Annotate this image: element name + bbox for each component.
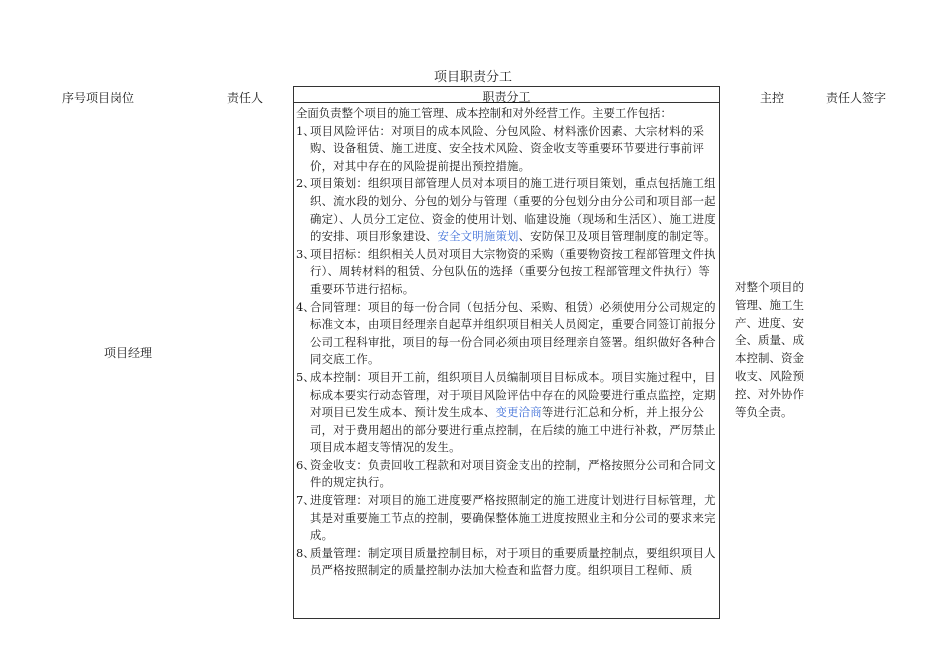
duty-item-number: 7、 xyxy=(296,493,315,508)
duty-item xyxy=(296,457,718,492)
duty-item-number: 1、 xyxy=(296,123,315,138)
header-signature: 责任人签字 xyxy=(826,91,887,105)
duty-text-segment: 成本控制：项目开工前，组织项目人员编制项目目标成本。项目实施过程中，目标成本要实行动态管理，对于项目风险评估中存在的风险要进行重点监控，定期对项目已发生成本、预计发生成本、 xyxy=(310,369,716,420)
role-project-manager: 项目经理 xyxy=(104,346,153,360)
duty-item-text xyxy=(310,246,718,299)
duty-item-text xyxy=(310,123,718,176)
duty-item-number: 8、 xyxy=(296,545,315,560)
duties-intro: 全面负责整个项目的施工管理、成本控制和对外经营工作。主要工作包括： xyxy=(296,106,672,120)
duty-item xyxy=(296,123,718,176)
duty-item-text xyxy=(310,299,718,369)
duty-item xyxy=(296,246,718,299)
duty-item-number: 6、 xyxy=(296,457,315,472)
header-person: 责任人 xyxy=(227,91,264,105)
header-position: 序号项目岗位 xyxy=(62,91,135,105)
duty-item-text xyxy=(310,457,718,492)
duty-text-segment: 质量管理：制定项目质量控制目标，对于项目的重要质量控制点，要组织项目人员严格按照制定的质量控制办法加大检查和监督力度。组织项目工程师、质 xyxy=(310,545,716,578)
duty-item-number: 3、 xyxy=(296,246,315,261)
duties-list xyxy=(296,123,718,580)
duty-item xyxy=(296,299,718,369)
duty-item xyxy=(296,175,718,245)
duty-item-number: 4、 xyxy=(296,299,315,314)
duty-item-text xyxy=(310,369,718,457)
page-title: 项目职责分工 xyxy=(434,70,513,85)
duty-item-text xyxy=(310,545,718,580)
main-responsibility: 对整个项目的管理、施工生产、进度、安全、质量、成本控制、资金收支、风险预控、对外协作等负全责。 xyxy=(735,280,804,419)
duty-item-text xyxy=(310,175,718,245)
duty-text-segment: 项目策划：组织项目部管理人员对本项目的施工进行项目策划，重点包括施工组织、流水段的划分、分包的划分与管理（重要的分包划分由分公司和项目部一起确定）、人员分工定位、资金的使用计划、临建设施（现场和生活区）、施工进度的安排、项目形象建设、 xyxy=(310,176,716,244)
duty-item xyxy=(296,492,718,545)
header-main-control: 主控 xyxy=(760,91,785,105)
duty-item-number: 2、 xyxy=(296,176,315,191)
duty-text-segment: 项目风险评估：对项目的成本风险、分包风险、材料涨价因素、大宗材料的采购、设备租赁、施工进度、安全技术风险、资金收支等重要环节要进行事前评价，对其中存在的风险提前提出预控措施。 xyxy=(310,123,705,173)
duty-item xyxy=(296,369,718,457)
duty-text-segment: 合同管理：项目的每一份合同（包括分包、采购、租赁）必须使用分公司规定的标准文本，由项目经理亲自起草并组织项目相关人员阅定，重要合同签订前报分公司工程科审批，项目的每一份合同必须由项目经理亲自签署。组织做好各种合同交底工作。 xyxy=(310,299,716,367)
header-duties: 职责分工 xyxy=(482,90,531,104)
duty-text-segment: 进度管理：对项目的施工进度要严格按照制定的施工进度计划进行目标管理，尤其是对重要施工节点的控制，要确保整体施工进度按照业主和分公司的要求来完成。 xyxy=(310,493,716,543)
duty-text-segment: 、安防保卫及项目管理制度的制定等。 xyxy=(518,229,716,244)
duty-text-segment: 资金收支：负责回收工程款和对项目资金支出的控制，严格按照分公司和合同文件的规定执行。 xyxy=(310,457,716,490)
duty-text-segment: 等进行汇总和分析，并上报分公司，对于费用超出的部分要进行重点控制，在后续的施工中进行补救，严厉禁止项目成本超支等情况的发生。 xyxy=(310,405,716,455)
term-link[interactable]: 变更洽商 xyxy=(495,405,542,420)
duty-item-number: 5、 xyxy=(296,369,315,384)
duty-item xyxy=(296,545,718,580)
duty-item-text xyxy=(310,492,718,545)
duty-text-segment: 项目招标：组织相关人员对项目大宗物资的采购（重要物资按工程部管理文件执行）、周转材料的租赁、分包队伍的选择（重要分包按工程部管理文件执行）等重要环节进行招标。 xyxy=(310,246,716,296)
term-link[interactable]: 安全文明施策划 xyxy=(437,229,519,244)
duties-content xyxy=(296,105,718,580)
